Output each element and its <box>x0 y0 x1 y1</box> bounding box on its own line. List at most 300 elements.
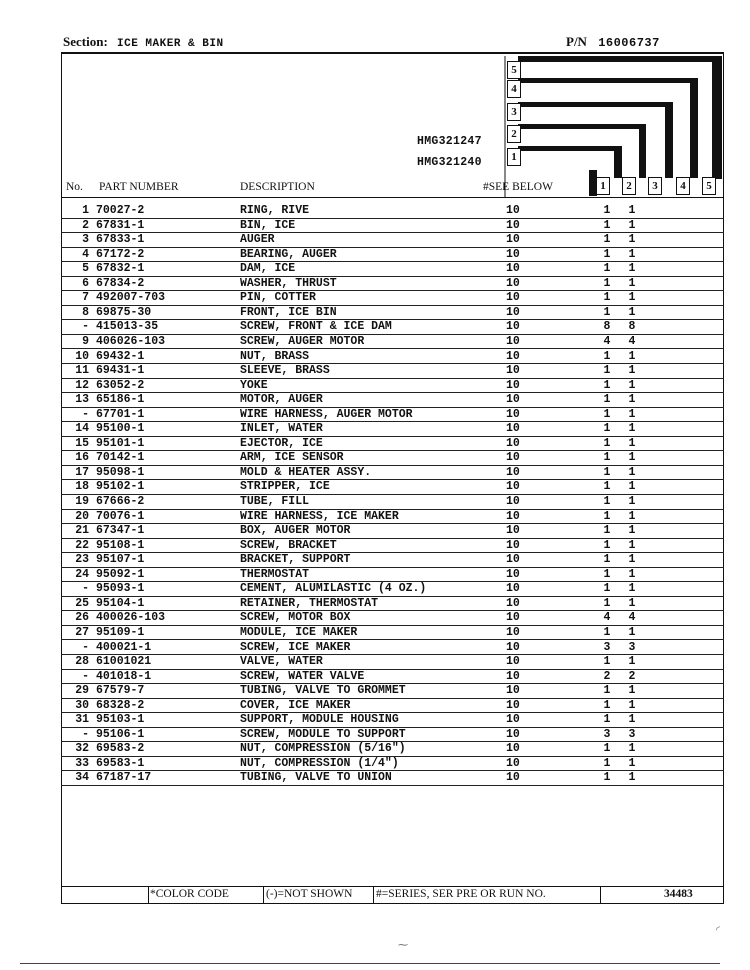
item-number: 18 <box>75 480 89 494</box>
col-header-series-4: 4 <box>676 177 690 195</box>
qty-series-2: 1 <box>628 291 636 305</box>
see-below-value: 10 <box>506 305 520 319</box>
qty-series-2: 1 <box>628 713 636 727</box>
item-number: 31 <box>75 713 89 727</box>
see-below-value: 10 <box>506 640 520 654</box>
model-name: HMG321247 <box>417 135 482 148</box>
qty-series-2: 4 <box>628 334 636 348</box>
item-number: 22 <box>75 538 89 552</box>
col-header-no: No. <box>66 181 83 193</box>
see-below-value: 10 <box>506 669 520 683</box>
part-description: YOKE <box>240 378 268 392</box>
item-number: 21 <box>75 524 89 538</box>
see-below-value: 10 <box>506 756 520 770</box>
model-name: HMG321240 <box>417 156 482 169</box>
item-number: 27 <box>75 625 89 639</box>
header-rule <box>61 197 724 198</box>
section-value: ICE MAKER & BIN <box>117 38 224 50</box>
table-row <box>61 233 724 248</box>
part-number: 415013-35 <box>96 320 159 334</box>
table-row <box>61 364 724 379</box>
scan-mark: ◜ <box>716 925 720 936</box>
qty-series-1: 1 <box>603 538 611 552</box>
table-row <box>61 320 724 335</box>
col-header-series-3: 3 <box>648 177 662 195</box>
item-number: - <box>82 407 89 421</box>
series-box-2: 2 <box>507 125 521 143</box>
part-number: 95104-1 <box>96 596 145 610</box>
col-header-part-number: PART NUMBER <box>99 181 179 193</box>
qty-series-1: 1 <box>603 742 611 756</box>
item-number: 3 <box>82 233 89 247</box>
part-number: 67832-1 <box>96 262 145 276</box>
see-below-value: 10 <box>506 727 520 741</box>
qty-series-1: 3 <box>603 727 611 741</box>
qty-series-2: 1 <box>628 422 636 436</box>
qty-series-2: 1 <box>628 305 636 319</box>
part-description: SCREW, BRACKET <box>240 538 337 552</box>
table-row <box>61 495 724 510</box>
see-below-value: 10 <box>506 233 520 247</box>
qty-series-1: 4 <box>603 611 611 625</box>
table-row <box>61 204 724 219</box>
qty-series-1: 1 <box>603 291 611 305</box>
table-row <box>61 771 724 786</box>
part-number: 401018-1 <box>96 669 152 683</box>
table-row <box>61 306 724 321</box>
item-number: - <box>82 727 89 741</box>
qty-series-1: 3 <box>603 640 611 654</box>
item-number: 30 <box>75 698 89 712</box>
table-row <box>61 219 724 234</box>
see-below-value: 10 <box>506 596 520 610</box>
series-box-4: 4 <box>507 80 521 98</box>
qty-series-1: 1 <box>603 596 611 610</box>
qty-series-2: 3 <box>628 727 636 741</box>
see-below-value: 10 <box>506 218 520 232</box>
table-row <box>61 393 724 408</box>
part-description: MOTOR, AUGER <box>240 393 323 407</box>
part-number: 69432-1 <box>96 349 145 363</box>
part-number: 67833-1 <box>96 233 145 247</box>
footer-color-code: *COLOR CODE <box>150 888 229 900</box>
see-below-value: 10 <box>506 247 520 261</box>
table-row <box>61 699 724 714</box>
part-number: 95102-1 <box>96 480 145 494</box>
part-description: COVER, ICE MAKER <box>240 698 351 712</box>
scan-mark: ⁓ <box>398 940 408 951</box>
part-number: 492007-703 <box>96 291 166 305</box>
part-number: 67834-2 <box>96 276 145 290</box>
col-header-series-1: 1 <box>596 177 610 195</box>
part-description: SUPPORT, MODULE HOUSING <box>240 713 399 727</box>
part-number: 68328-2 <box>96 698 145 712</box>
qty-series-2: 1 <box>628 524 636 538</box>
see-below-value: 10 <box>506 364 520 378</box>
part-number: 95103-1 <box>96 713 145 727</box>
part-number: 70142-1 <box>96 451 145 465</box>
qty-series-1: 1 <box>603 204 611 217</box>
qty-series-1: 1 <box>603 495 611 508</box>
item-number: 13 <box>75 393 89 407</box>
part-number: 67172-2 <box>96 247 145 261</box>
qty-series-2: 1 <box>628 204 636 217</box>
qty-series-2: 8 <box>628 320 636 334</box>
qty-series-1: 1 <box>603 655 611 669</box>
qty-series-1: 1 <box>603 407 611 421</box>
part-description: SCREW, WATER VALVE <box>240 669 365 683</box>
part-number: 61001021 <box>96 655 152 669</box>
footer-series-note: #=SERIES, SER PRE OR RUN NO. <box>376 888 546 900</box>
table-row <box>61 350 724 365</box>
table-row <box>61 451 724 466</box>
part-number: 95100-1 <box>96 422 145 436</box>
part-number: 69431-1 <box>96 364 145 378</box>
table-row <box>61 277 724 292</box>
series-box-1: 1 <box>507 148 521 166</box>
table-row <box>61 713 724 728</box>
col-header-see-below: #SEE BELOW <box>483 181 553 193</box>
part-description: RING, RIVE <box>240 204 310 217</box>
part-description: RETAINER, THERMOSTAT <box>240 596 379 610</box>
see-below-value: 10 <box>506 553 520 567</box>
see-below-value: 10 <box>506 625 520 639</box>
part-number: 67187-17 <box>96 771 152 785</box>
item-number: 8 <box>82 305 89 319</box>
item-number: 15 <box>75 436 89 450</box>
qty-series-1: 1 <box>603 393 611 407</box>
item-number: 4 <box>82 247 89 261</box>
qty-series-2: 1 <box>628 407 636 421</box>
table-row <box>61 728 724 743</box>
see-below-value: 10 <box>506 334 520 348</box>
pn-value: 16006737 <box>598 36 660 50</box>
qty-series-1: 1 <box>603 625 611 639</box>
qty-series-1: 1 <box>603 771 611 785</box>
qty-series-1: 1 <box>603 524 611 538</box>
see-below-value: 10 <box>506 524 520 538</box>
footer-divider <box>373 886 374 903</box>
item-number: 24 <box>75 567 89 581</box>
table-row <box>61 524 724 539</box>
qty-series-2: 1 <box>628 742 636 756</box>
qty-series-1: 1 <box>603 698 611 712</box>
item-number: 7 <box>82 291 89 305</box>
part-description: INLET, WATER <box>240 422 323 436</box>
part-description: WASHER, THRUST <box>240 276 337 290</box>
item-number: 17 <box>75 465 89 479</box>
part-description: BEARING, AUGER <box>240 247 337 261</box>
qty-series-1: 1 <box>603 451 611 465</box>
see-below-value: 10 <box>506 509 520 523</box>
qty-series-1: 1 <box>603 756 611 770</box>
part-description: BIN, ICE <box>240 218 296 232</box>
section-label: Section: <box>63 34 108 49</box>
table-row <box>61 262 724 277</box>
table-row <box>61 597 724 612</box>
item-number: - <box>82 669 89 683</box>
part-description: CEMENT, ALUMILASTIC (4 OZ.) <box>240 582 427 596</box>
footer-doc-number: 34483 <box>664 888 693 900</box>
qty-series-1: 1 <box>603 422 611 436</box>
item-number: 25 <box>75 596 89 610</box>
part-number: 95093-1 <box>96 582 145 596</box>
table-row <box>61 655 724 670</box>
qty-series-1: 8 <box>603 320 611 334</box>
qty-series-1: 1 <box>603 713 611 727</box>
qty-series-2: 1 <box>628 451 636 465</box>
qty-series-2: 1 <box>628 436 636 450</box>
part-description: SCREW, MOTOR BOX <box>240 611 351 625</box>
table-row <box>61 742 724 757</box>
item-number: 34 <box>75 771 89 785</box>
item-number: 6 <box>82 276 89 290</box>
see-below-value: 10 <box>506 276 520 290</box>
qty-series-1: 2 <box>603 669 611 683</box>
part-number: 69583-1 <box>96 756 145 770</box>
see-below-value: 10 <box>506 742 520 756</box>
qty-series-2: 1 <box>628 247 636 261</box>
qty-series-1: 1 <box>603 553 611 567</box>
qty-series-1: 4 <box>603 334 611 348</box>
series-box-5: 5 <box>507 61 521 79</box>
table-row <box>61 466 724 481</box>
part-number: 95098-1 <box>96 465 145 479</box>
part-number: 67666-2 <box>96 495 145 508</box>
part-description: ARM, ICE SENSOR <box>240 451 344 465</box>
part-number: 95109-1 <box>96 625 145 639</box>
item-number: 11 <box>75 364 89 378</box>
part-number: 67579-7 <box>96 684 145 698</box>
qty-series-2: 1 <box>628 684 636 698</box>
see-below-value: 10 <box>506 655 520 669</box>
table-row <box>61 757 724 772</box>
qty-series-1: 1 <box>603 567 611 581</box>
qty-series-1: 1 <box>603 276 611 290</box>
item-number: - <box>82 582 89 596</box>
footer-divider <box>148 886 149 903</box>
col-header-description: DESCRIPTION <box>240 181 315 193</box>
item-number: 28 <box>75 655 89 669</box>
part-description: EJECTOR, ICE <box>240 436 323 450</box>
part-description: THERMOSTAT <box>240 567 310 581</box>
part-number: 70076-1 <box>96 509 145 523</box>
part-description: TUBING, VALVE TO UNION <box>240 771 392 785</box>
part-number: 69583-2 <box>96 742 145 756</box>
table-row <box>61 539 724 554</box>
qty-series-1: 1 <box>603 233 611 247</box>
part-number: 406026-103 <box>96 334 166 348</box>
table-row <box>61 422 724 437</box>
qty-series-2: 1 <box>628 378 636 392</box>
see-below-value: 10 <box>506 436 520 450</box>
part-description: MOLD & HEATER ASSY. <box>240 465 372 479</box>
see-below-value: 10 <box>506 407 520 421</box>
pn-label: P/N <box>566 34 587 49</box>
table-row <box>61 291 724 306</box>
qty-series-1: 1 <box>603 480 611 494</box>
qty-series-1: 1 <box>603 436 611 450</box>
table-row <box>61 408 724 423</box>
item-number: 10 <box>75 349 89 363</box>
part-description: WIRE HARNESS, ICE MAKER <box>240 509 399 523</box>
part-description: NUT, COMPRESSION (1/4") <box>240 756 399 770</box>
see-below-value: 10 <box>506 262 520 276</box>
qty-series-1: 1 <box>603 465 611 479</box>
table-row <box>61 568 724 583</box>
see-below-value: 10 <box>506 291 520 305</box>
part-description: AUGER <box>240 233 275 247</box>
table-row <box>61 582 724 597</box>
qty-series-2: 1 <box>628 553 636 567</box>
item-number: 5 <box>82 262 89 276</box>
part-description: STRIPPER, ICE <box>240 480 330 494</box>
part-description: FRONT, ICE BIN <box>240 305 337 319</box>
table-row <box>61 684 724 699</box>
qty-series-2: 1 <box>628 655 636 669</box>
see-below-value: 10 <box>506 349 520 363</box>
item-number: 32 <box>75 742 89 756</box>
part-description: VALVE, WATER <box>240 655 323 669</box>
part-number: 95108-1 <box>96 538 145 552</box>
qty-series-2: 4 <box>628 611 636 625</box>
item-number: 9 <box>82 334 89 348</box>
part-number: 67831-1 <box>96 218 145 232</box>
part-description: SCREW, AUGER MOTOR <box>240 334 365 348</box>
item-number: - <box>82 640 89 654</box>
part-number: 70027-2 <box>96 204 145 217</box>
part-number: 400021-1 <box>96 640 152 654</box>
item-number: 2 <box>82 218 89 232</box>
qty-series-1: 1 <box>603 218 611 232</box>
qty-series-1: 1 <box>603 582 611 596</box>
item-number: 12 <box>75 378 89 392</box>
part-description: BRACKET, SUPPORT <box>240 553 351 567</box>
qty-series-2: 1 <box>628 596 636 610</box>
col-header-series-5: 5 <box>702 177 716 195</box>
footer-not-shown: (-)=NOT SHOWN <box>266 888 353 900</box>
qty-series-2: 1 <box>628 625 636 639</box>
footer-divider <box>600 886 601 903</box>
qty-series-2: 1 <box>628 480 636 494</box>
see-below-value: 10 <box>506 567 520 581</box>
part-number: 65186-1 <box>96 393 145 407</box>
see-below-value: 10 <box>506 713 520 727</box>
see-below-value: 10 <box>506 684 520 698</box>
qty-series-2: 1 <box>628 393 636 407</box>
qty-series-2: 1 <box>628 262 636 276</box>
qty-series-2: 1 <box>628 771 636 785</box>
qty-series-2: 1 <box>628 698 636 712</box>
part-number: 95107-1 <box>96 553 145 567</box>
table-row <box>61 670 724 685</box>
part-number: 400026-103 <box>96 611 166 625</box>
item-number: 33 <box>75 756 89 770</box>
part-number: 95092-1 <box>96 567 145 581</box>
part-description: NUT, BRASS <box>240 349 310 363</box>
qty-series-1: 1 <box>603 349 611 363</box>
see-below-value: 10 <box>506 320 520 334</box>
part-description: BOX, AUGER MOTOR <box>240 524 351 538</box>
part-number: 69875-30 <box>96 305 152 319</box>
table-row <box>61 335 724 350</box>
qty-series-2: 3 <box>628 640 636 654</box>
qty-series-1: 1 <box>603 509 611 523</box>
part-number: 95106-1 <box>96 727 145 741</box>
qty-series-1: 1 <box>603 247 611 261</box>
qty-series-1: 1 <box>603 364 611 378</box>
item-number: 14 <box>75 422 89 436</box>
table-row <box>61 437 724 452</box>
col-header-series-2: 2 <box>622 177 636 195</box>
see-below-value: 10 <box>506 771 520 785</box>
part-number: 67347-1 <box>96 524 145 538</box>
qty-series-2: 2 <box>628 669 636 683</box>
part-description: TUBING, VALVE TO GROMMET <box>240 684 406 698</box>
qty-series-2: 1 <box>628 538 636 552</box>
part-description: SLEEVE, BRASS <box>240 364 330 378</box>
see-below-value: 10 <box>506 538 520 552</box>
see-below-value: 10 <box>506 451 520 465</box>
table-row <box>61 248 724 263</box>
part-description: TUBE, FILL <box>240 495 310 508</box>
item-number: 20 <box>75 509 89 523</box>
footer-divider <box>263 886 264 903</box>
see-below-value: 10 <box>506 495 520 508</box>
table-row <box>61 626 724 641</box>
table-row <box>61 379 724 394</box>
table-row <box>61 553 724 568</box>
footer-rule <box>61 886 724 887</box>
part-description: PIN, COTTER <box>240 291 316 305</box>
see-below-value: 10 <box>506 393 520 407</box>
qty-series-1: 1 <box>603 262 611 276</box>
see-below-value: 10 <box>506 698 520 712</box>
item-number: 23 <box>75 553 89 567</box>
qty-series-2: 1 <box>628 495 636 508</box>
qty-series-2: 1 <box>628 364 636 378</box>
item-number: 16 <box>75 451 89 465</box>
part-number: 67701-1 <box>96 407 145 421</box>
page-bottom-rule <box>20 963 720 964</box>
see-below-value: 10 <box>506 204 520 217</box>
see-below-value: 10 <box>506 465 520 479</box>
qty-series-2: 1 <box>628 218 636 232</box>
part-description: MODULE, ICE MAKER <box>240 625 358 639</box>
see-below-value: 10 <box>506 378 520 392</box>
part-description: SCREW, MODULE TO SUPPORT <box>240 727 406 741</box>
series-box-3: 3 <box>507 103 521 121</box>
part-description: DAM, ICE <box>240 262 296 276</box>
table-row <box>61 480 724 495</box>
qty-series-2: 1 <box>628 509 636 523</box>
see-below-value: 10 <box>506 582 520 596</box>
see-below-value: 10 <box>506 480 520 494</box>
part-description: WIRE HARNESS, AUGER MOTOR <box>240 407 413 421</box>
item-number: 29 <box>75 684 89 698</box>
part-description: SCREW, FRONT & ICE DAM <box>240 320 392 334</box>
item-number: - <box>82 320 89 334</box>
part-description: NUT, COMPRESSION (5/16") <box>240 742 406 756</box>
qty-series-2: 1 <box>628 233 636 247</box>
table-row <box>61 641 724 656</box>
table-row <box>61 510 724 525</box>
qty-series-2: 1 <box>628 567 636 581</box>
qty-series-1: 1 <box>603 684 611 698</box>
item-number: 19 <box>75 495 89 508</box>
part-number: 95101-1 <box>96 436 145 450</box>
item-number: 26 <box>75 611 89 625</box>
